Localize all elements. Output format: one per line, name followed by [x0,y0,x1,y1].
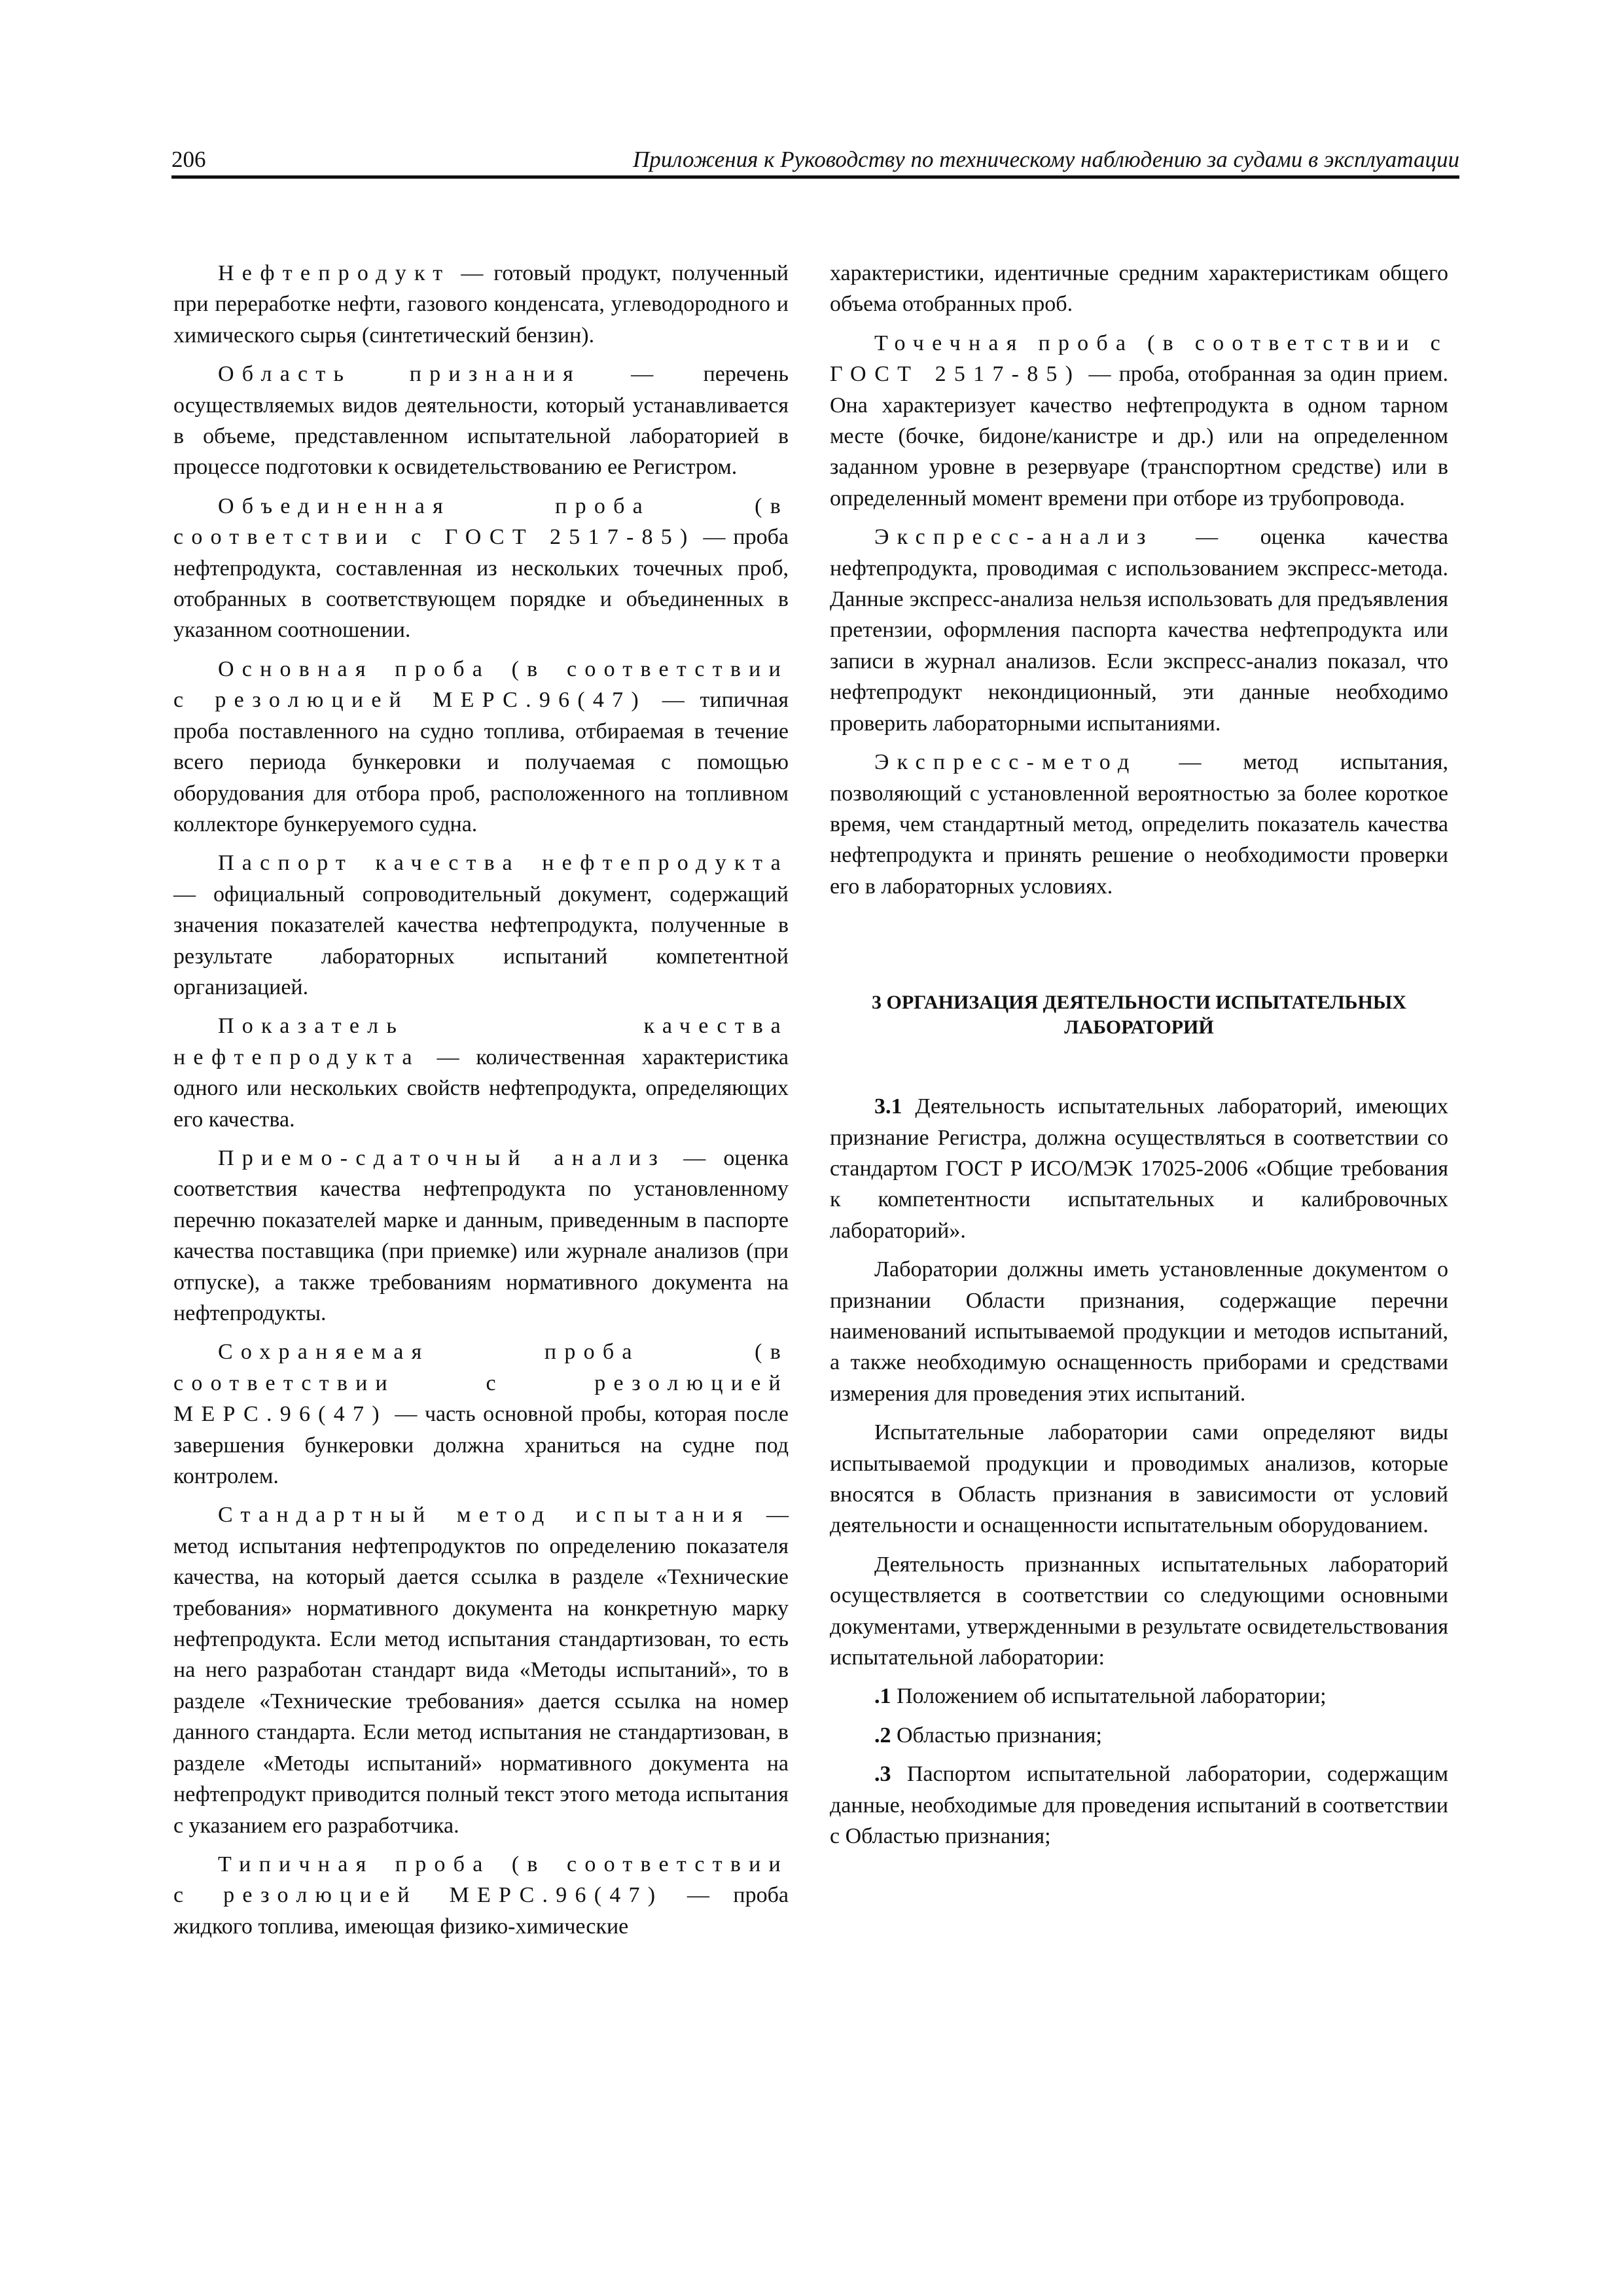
defined-term: Паспорт качества нефтепродукта [218,851,789,876]
definition-paragraph [173,1143,789,1329]
body-paragraph [830,1681,1448,1712]
definition-paragraph [173,848,789,1003]
body-paragraph [830,1254,1448,1409]
definition-text: характеристики, идентичные средним характеристикам общего объема отобранных проб. [830,261,1448,317]
header-rule [171,175,1459,179]
item-number: .2 [874,1723,891,1748]
definition-text: — метод испытания, позволяющий с установленной вероятностью за более короткое время, чем стандартный метод, определить показатель качества нефтепродукта и принять решение о необходимости проверки его в лабораторных условиях. [830,750,1448,899]
running-title: Приложения к Руководству по техническому наблюдению за судами в эксплуатации [633,147,1459,172]
defined-term: Показатель качества нефтепродукта [173,1014,789,1069]
right-column-definitions [830,258,1448,902]
definition-text: — метод испытания нефтепродуктов по определению показателя качества, на который дается ссылка в разделе «Технические требования» нормативного документа на конкретную марку нефтепродукта. Если метод испытания стандартизован, то есть на него разработан стандарт вида «Методы испытаний», то в разделе «Технические требования» дается ссылка на номер данного стандарта. Если метод испытания не стандартизован, в разделе «Методы испытаний» нормативного документа на нефтепродукт приводится полный текст этого метода испытания с указанием его разработчика. [173,1503,789,1838]
right-column [830,258,1448,1859]
defined-term: Сохраняемая проба (в соответствии с резолюцией МЕРС.96(47) [173,1340,789,1427]
definition-paragraph [173,1849,789,1942]
right-column-section-body [830,1091,1448,1852]
definition-text: — проба, отобранная за один прием. Она характеризует качество нефтепродукта в одном тарном месте (бочке, бидоне/канистре и др.) или на определенном заданном уровне в резервуаре (транспортном средстве) или в определенный момент времени при отборе из трубопровода. [830,362,1448,511]
page-header [171,145,1459,179]
defined-term: Стандартный метод испытания [218,1503,751,1528]
definition-paragraph [173,654,789,840]
item-number: 3.1 [874,1094,902,1119]
defined-term: Объединенная проба (в соответствии с ГОСТ 2517-85) [173,493,789,550]
definition-text: — перечень осуществляемых видов деятельности, который устанавливается в объеме, представленном испытательной лабораторией в процессе подготовки к освидетельствованию ее Регистром. [173,362,789,480]
item-number: .1 [874,1684,891,1709]
body-paragraph [830,1549,1448,1674]
paragraph-text: Областью признания; [891,1723,1103,1748]
definition-paragraph [830,747,1448,902]
paragraph-text: Лаборатории должны иметь установленные документом о признании Области признания, содержащие перечни наименований испытываемой продукции и методов испытаний, а также необходимую оснащенность приборами и средствами измерения для проведения этих испытаний. [830,1257,1448,1406]
paragraph-text: Испытательные лаборатории сами определяют виды испытываемой продукции и проводимых анализов, которые вносятся в Область признания в зависимости от условий деятельности и оснащенности испытательным оборудованием. [830,1420,1448,1538]
definition-text: — оценка соответствия качества нефтепродукта по установленному перечню показателей марке и данным, приведенным в паспорте качества поставщика (при приемке) или журнале анализов (при отпуске), а также требованиям нормативного документа на нефтепродукты. [173,1145,789,1325]
definition-text: — часть основной пробы, которая после завершения бункеровки должна храниться на судне под контролем. [173,1402,789,1489]
section-title: 3 ОРГАНИЗАЦИЯ ДЕЯТЕЛЬНОСТИ ИСПЫТАТЕЛЬНЫХ ЛАБОРАТОРИЙ [872,992,1406,1039]
item-number: .3 [874,1762,891,1787]
body-paragraph [830,1091,1448,1246]
definition-text: — проба жидкого топлива, имеющая физико-химические [173,1883,789,1939]
defined-term: Основная проба (в соответствии с резолюцией МЕРС.96(47) [173,656,789,713]
paragraph-text: Паспортом испытательной лаборатории, содержащим данные, необходимые для проведения испытаний в соответствии с Областью признания; [830,1762,1448,1849]
definition-paragraph [173,1336,789,1492]
body-paragraph [830,1720,1448,1751]
definition-text: — готовый продукт, полученный при переработке нефти, газового конденсата, углеводородного и химического сырья (синтетический бензин). [173,261,789,348]
definition-text: — типичная проба поставленного на судно топлива, отбираемая в течение всего периода бункеровки и получаемая с помощью оборудования для отбора проб, расположенного на топливном коллекторе бункеруемого судна. [173,688,789,836]
definition-paragraph [173,491,789,646]
definition-paragraph [830,522,1448,739]
definition-text: — количественная характеристика одного или нескольких свойств нефтепродукта, определяющих его качества. [173,1045,789,1132]
paragraph-text: Деятельность испытательных лабораторий, имеющих признание Регистра, должна осуществляться в соответствии со стандартом ГОСТ Р ИСО/МЭК 17025-2006 «Общие требования к компетентности испытательных и калибровочных лабораторий». [830,1094,1448,1243]
definition-text: — оценка качества нефтепродукта, проводимая с использованием экспресс-метода. Данные экспресс-анализа нельзя использовать для предъявления претензии, оформления паспорта качества нефтепродукта или записи в журнал анализов. Если экспресс-анализ показал, что нефтепродукт некондиционный, эти данные необходимо проверить лабораторными испытаниями. [830,525,1448,736]
definition-paragraph [173,1499,789,1840]
paragraph-text: Деятельность признанных испытательных лабораторий осуществляется в соответствии со следующими основными документами, утвержденными в результате освидетельствования испытательной лаборатории: [830,1552,1448,1670]
defined-term: Экспресс-анализ [874,525,1154,550]
definition-paragraph [830,258,1448,320]
defined-term: Экспресс-метод [874,750,1137,775]
definition-text: — официальный сопроводительный документ, содержащий значения показателей качества нефтепродукта, полученные в результате лабораторных испытаний компетентной организацией. [173,882,789,999]
defined-term: Нефтепродукт [218,261,451,285]
definition-paragraph [830,328,1448,514]
paragraph-text: Положением об испытательной лаборатории; [891,1684,1327,1709]
body-paragraph [830,1417,1448,1541]
definition-paragraph [173,258,789,351]
left-column [173,258,789,1950]
page-number: 206 [171,147,206,172]
definition-paragraph [173,1011,789,1135]
defined-term: Типичная проба (в соответствии с резолюцией МЕРС.96(47) [173,1852,789,1908]
body-paragraph [830,1759,1448,1852]
defined-term: Приемо-сдаточный анализ [218,1145,666,1170]
definition-paragraph [173,359,789,483]
definition-text: — проба нефтепродукта, составленная из нескольких точечных проб, отобранных в соответствующем порядке и объединенных в указанном соотношении. [173,525,789,643]
defined-term: Область признания [218,362,582,387]
defined-term: Точечная проба (в соответствии с ГОСТ 2517-85) [830,331,1448,387]
